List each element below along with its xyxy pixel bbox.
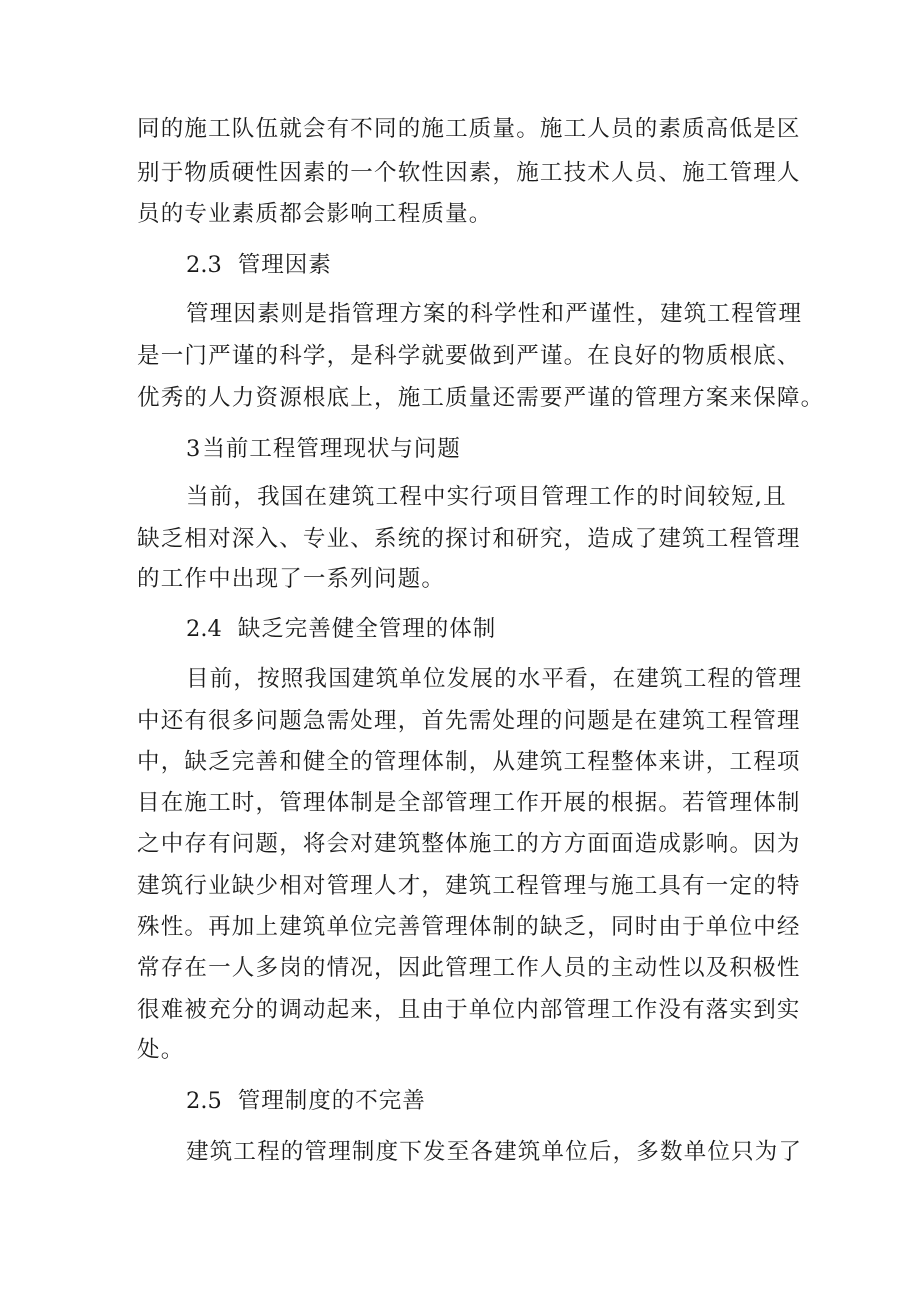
section-heading-2-3 bbox=[186, 250, 332, 280]
paragraph-line: 优秀的人力资源根底上，施工质量还需要严谨的管理方案来保障。 bbox=[137, 385, 825, 411]
section-title: 管理制度的不完善 bbox=[237, 1088, 426, 1114]
paragraph-line: 中还有很多问题急需处理，首先需处理的问题是在建筑工程管理 bbox=[137, 708, 801, 734]
section-title: 管理因素 bbox=[237, 252, 332, 278]
section-title: 缺乏完善健全管理的体制 bbox=[237, 616, 497, 642]
paragraph-line: 中，缺乏完善和健全的管理体制，从建筑工程整体来讲，工程项 bbox=[137, 749, 801, 775]
paragraph-line: 目前，按照我国建筑单位发展的水平看，在建筑工程的管理 bbox=[186, 666, 803, 692]
section-number: 2.3 bbox=[186, 252, 222, 278]
paragraph-line: 处。 bbox=[137, 1037, 185, 1063]
paragraph-line: 建筑工程的管理制度下发至各建筑单位后，多数单位只为了 bbox=[186, 1139, 803, 1165]
paragraph-line: 之中存有问题，将会对建筑整体施工的方方面面造成影响。因为 bbox=[137, 831, 801, 857]
paragraph-line: 建筑行业缺少相对管理人才，建筑工程管理与施工具有一定的特 bbox=[137, 873, 801, 899]
section-title: 当前工程管理现状与问题 bbox=[202, 436, 461, 462]
paragraph-line: 管理因素则是指管理方案的科学性和严谨性，建筑工程管理 bbox=[186, 301, 803, 327]
paragraph-line: 缺乏相对深入、专业、系统的探讨和研究，造成了建筑工程管理 bbox=[137, 526, 801, 552]
paragraph-line: 同的施工队伍就会有不同的施工质量。施工人员的素质高低是区 bbox=[137, 116, 801, 142]
section-number: 2.4 bbox=[186, 616, 222, 642]
section-heading-2-5 bbox=[186, 1086, 426, 1116]
section-heading-3 bbox=[186, 434, 461, 464]
paragraph-line: 的工作中出现了一系列问题。 bbox=[137, 566, 446, 592]
paragraph-line: 殊性。再加上建筑单位完善管理体制的缺乏，同时由于单位中经 bbox=[137, 914, 801, 940]
paragraph-line: 员的专业素质都会影响工程质量。 bbox=[137, 201, 493, 227]
section-number: 3 bbox=[186, 436, 201, 462]
paragraph-line: 目在施工时，管理体制是全部管理工作开展的根据。若管理体制 bbox=[137, 790, 801, 816]
section-number: 2.5 bbox=[186, 1088, 222, 1114]
paragraph-line: 是一门严谨的科学，是科学就要做到严谨。在良好的物质根底、 bbox=[137, 343, 801, 369]
section-heading-2-4 bbox=[186, 614, 496, 644]
paragraph-line: 很难被充分的调动起来，且由于单位内部管理工作没有落实到实 bbox=[137, 997, 801, 1023]
paragraph-line: 当前，我国在建筑工程中实行项目管理工作的时间较短,且 bbox=[186, 484, 787, 510]
paragraph-line: 别于物质硬性因素的一个软性因素，施工技术人员、施工管理人 bbox=[137, 160, 801, 186]
paragraph-line: 常存在一人多岗的情况，因此管理工作人员的主动性以及积极性 bbox=[137, 955, 801, 981]
